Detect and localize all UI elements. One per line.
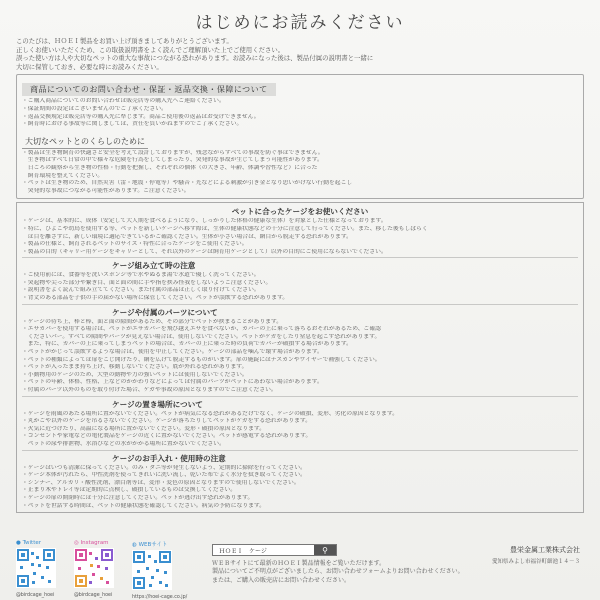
section-line: ・火気に近づけたり、高温になる場所に置かないでください。変形・破損の原因となります。 [22, 425, 266, 432]
section-line: また、特に、カバーの上に乗ってしまうペットの場合は、カバーの上に乗った時の負荷でカバーが破損する場合があります。 [22, 341, 352, 348]
divider [22, 450, 578, 451]
section-line: ・ペットの年齢、体格、性格、上などのかかわりなどによっては付属のパーツがペットにあわない場合があります。 [22, 379, 323, 386]
contact-heading: 商品についてのお問い合わせ・保証・返品交換・保障について [22, 83, 276, 96]
section-line: ・丸かごや以外のケージを吊るさないでください。ケージが落ちたりしてペットがケガをする恐れがあります。 [22, 418, 312, 425]
divider [22, 396, 578, 397]
divider [22, 257, 578, 258]
web-note-line: または、ご購入の販売店にお問い合わせください。 [212, 576, 351, 584]
twitter-qr-group [16, 540, 68, 598]
section-line: ・小動物用のケージのため、大型の動物や力の強いペットには使用しないでください。 [22, 371, 248, 378]
company-name: 豊栄金属工業株式会社 [510, 546, 580, 554]
instagram-handle: @birdcage_hoei [74, 593, 113, 598]
section-line: ・説明書をよく読んで組み立ててください。また付属の部品は正しく取り付けてください。 [22, 287, 260, 294]
search-text: ＨＯＥＩ ケージ [219, 547, 267, 555]
qr-code-icon[interactable] [74, 548, 114, 588]
qr-code-icon[interactable] [16, 548, 56, 588]
section-line: ・ペットがかじって誤飲するような場合は、使用を中止してください。ケージの部品を噛んで壊す場合があります。 [22, 349, 323, 356]
intro-paragraph [16, 37, 584, 71]
section-line: ・製品の仕様と、飼育されるペットのサイズ・特性に合ったケージをご使用ください。 [22, 241, 248, 248]
contact-box [16, 74, 584, 199]
pets-line: ・ペットは生き物のため、自然災害（雷・地震・停電等）や騒音・光などによる刺激が引き金となり思いがけない行動を起こし [22, 180, 353, 187]
section-heading-cage-fit: ペットに合ったケージをお使いください [231, 207, 369, 217]
company-address: 愛知県みよし市福谷町細池１４－３ [491, 559, 580, 565]
divider [22, 304, 578, 305]
instagram-icon: ◎ [74, 540, 79, 546]
pets-line: 飼育環境を整えてください。 [22, 172, 104, 179]
pets-heading: 大切なペットとのくらしのために [22, 135, 148, 149]
search-box[interactable] [212, 544, 337, 556]
twitter-handle: @birdcage_hoei [16, 593, 55, 598]
section-line: ・ケージ本体が汚れたら、中性洗剤を使ってきれいに洗い流し、乾いた布でよく水分を拭き取ってください。 [22, 472, 306, 479]
pets-line: 生き物はすべて日常の中で様々な危険を行為をしてしまったり、突発的な事故が生じてしまう可能性があります。 [22, 157, 323, 164]
company-info [492, 545, 580, 565]
section-line: ・ご使用前には、食器等を洗いスポンジ等で水やぬるま湯で水道で優しく洗ってください。 [22, 272, 260, 279]
section-line: ・突起物や尖った部分や繋ぎ目、面と面の間に手や指を挟み怪我をしないようご注意ください。 [22, 279, 272, 286]
globe-icon: ◍ [132, 542, 137, 548]
web-note-line: ＷＥＢサイトにて最新のＨＯＥＩ製品情報をご覧いただけます。 [212, 560, 386, 567]
section-line: ・製品の目的（キャリー用ケージをキャリーとして、それ以外のケージは飼育用ケージとして）以外の目的にご使用にならないでください。 [22, 248, 387, 255]
section-line: ペットの尿や排泄物、水浴びなどの水がかかる場所に置かないでください。 [22, 440, 225, 447]
section-heading-care: ケージのお手入れ・使用時の注意 [112, 453, 226, 463]
contact-line: ・保証期間の設定はございませんのでご了承ください。 [22, 105, 167, 112]
section-line: くださいバー。すべての隙間やパーツが見えない場合は、使用しないでください。ペットがケガをしたり窒息を起こす恐れがあります。 [22, 333, 381, 340]
web-note [212, 560, 464, 585]
section-line: ・ペットの種類によっては扉をこじ開けたり、網を広げて脱走するものがいます。扉の施錠にはナスカンやワイヤーで補強してください。 [22, 356, 381, 363]
section-heading-assembly: ケージ組み立て時の注意 [112, 261, 196, 271]
section-heading-placement: ケージの置き場所について [112, 399, 203, 409]
web-url: https://hoei-cage.co.jp/ [132, 595, 188, 600]
section-line: ・特に、ひよこや幼鳥を使用する等、ペットを新しいケージへ移す際は、生体の健康状態などの十分に注意して行ってください。また、移した後もしばらく [22, 225, 428, 232]
web-qr-group [132, 540, 188, 600]
section-line: ・コンセントや家電などの電化製品をケージの近くに置かないでください。ペットが感電する恐れがあります。 [22, 433, 312, 440]
precautions-box [16, 202, 584, 513]
page-title: はじめにお読みください [195, 13, 405, 33]
instagram-label-text: Instagram [80, 540, 109, 546]
section-line: ・ペットが入ったまま持ち上げ、移動しないでください。底が外れる恐れがあります。 [22, 364, 248, 371]
instagram-label [74, 540, 126, 546]
intro-line: 大切に保管しておき、必要な時にお読みください。 [16, 62, 163, 71]
section-line: ・ケージの扉の開閉時には十分に注意してください。ペットが逃げ出す恐れがあります。 [22, 494, 254, 501]
intro-line: 誤った使い方は人や大切なペットの重大な事故につながる恐れがあります。お読みになった後は、製品付属の説明書と一緒に [16, 54, 374, 63]
web-label-text: WEBサイト [138, 542, 168, 548]
web-note-line: 製品についてご不明点がございましたら、お問い合わせフォームよりお問い合わせください。 [212, 568, 464, 576]
contact-line: ・ご購入商品についてのお問い合わせは販売店等の購入先へご連絡ください。 [22, 98, 225, 105]
section-line: ・ケージの待ち上、棒と棒、面と面の隙間があるため、その部分でペットが挟まることがあります。 [22, 318, 283, 325]
section-line: ・ケージを雨風のあたる場所に置かないでください。ペットが病気になる恐れがあるだけでなく、ケージの破損、変形、劣化の原因となります。 [22, 410, 398, 417]
footer [16, 540, 584, 600]
pets-line: 突発的な事故につながる可能性があります。ご注意ください。 [22, 187, 190, 194]
section-heading-parts: ケージや付属のパーツについて [112, 307, 218, 317]
pets-line: ・製品は生き物飼育の快適さと安全を考えて設計しておりますが、残念ながらすべての事故を防ぐ事はできません。 [22, 149, 324, 156]
twitter-label [16, 540, 68, 546]
section-line: ・ケージは、基本的に、成体（安定して大人期を食べるようになり、しっかりした体格の健康な生体）を対象とした仕様となっております。 [22, 218, 387, 225]
section-line: ・止まり木やトレイ等は定期的に点検し、破損しているものは交換してください。 [22, 487, 237, 494]
qr-code-icon[interactable] [132, 550, 172, 590]
contact-line: ・飼育時における事故等に関しましては、責任を負いかねますのでご了承ください。 [22, 121, 243, 128]
twitter-label-text: Twitter [22, 540, 41, 546]
section-line: ・背丈のある部品を子供の手の届かない場所に保管してください。ペットが誤飲する恐れがあります。 [22, 295, 289, 302]
section-line: ・ペットを世話する時間は、ペットの健康状態を確認してください。病気の予防になります。 [22, 502, 266, 509]
intro-line: このたびは、ＨＯＥＩ製品をお買い上げ頂きましてありがとうございます。 [16, 37, 233, 45]
contact-line: ・返品交換規定は販売店等の購入先に準じます。商品ご使用後の返品はお受けできません。 [22, 113, 260, 120]
web-label [132, 540, 184, 548]
pets-line: 日ごろの観察から生き物の性格・行動を把握し、それぞれの個体（の大きさ、年齢、体調や習性など）に合った [22, 164, 318, 171]
section-line: ・エサカバーを使用する場合は、ペットがエサカバーを飛び越えエサを食べないか、カバーの上に乗って落ちるおそれがあるため、ご確認 [22, 326, 381, 333]
section-line: は目を離さずに、新しい環境に適応できているかご確認ください。生体が小さい場合は、網目から脱走する恐れがあります。 [22, 233, 352, 240]
section-line: ・シンナー、アルカリ・酸性洗剤、漂白剤等は、変形・変色の原因となりますので使用しないでください。 [22, 479, 300, 486]
instagram-qr-group [74, 540, 126, 598]
intro-line: 正しくお使いいただくため、この取扱説明書をよく読んでご理解頂いた上でご使用ください。 [16, 45, 285, 54]
search-icon[interactable]: ⚲ [314, 545, 336, 555]
twitter-icon: ● [16, 540, 21, 546]
section-line: ・付属のパーツ以外のものを取り付けた場合、ケガや事故の原因となりますのでご注意ください。 [22, 387, 277, 393]
section-line: ・ケージはいつも清潔に保ってください。のみ・ダニ等が発生しないよう、定期的に掃除を行ってください。 [22, 464, 306, 471]
